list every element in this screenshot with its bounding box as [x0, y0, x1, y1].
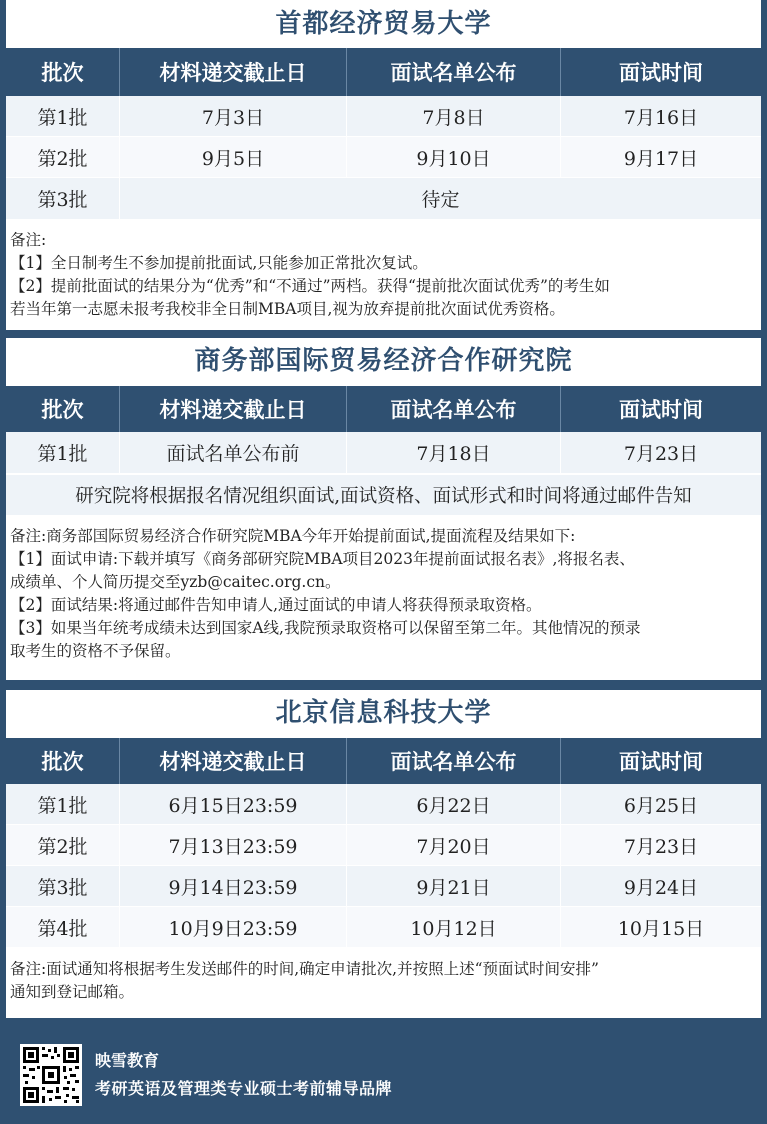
header-list-publish: 面试名单公布	[347, 738, 561, 784]
section-bistu	[6, 690, 761, 1018]
note-line: 【2】提前批面试的结果分为“优秀”和“不通过”两档。获得“提前批次面试优秀”的考生如	[10, 277, 610, 295]
note-line: 【1】全日制考生不参加提前批面试,只能参加正常批次复试。	[10, 254, 428, 272]
header-interview-time: 面试时间	[619, 398, 703, 422]
table-header	[6, 48, 761, 96]
cell-pending: 待定	[421, 189, 460, 211]
header-list-publish: 面试名单公布	[347, 386, 561, 432]
cell-deadline: 7月13日23:59	[120, 825, 347, 865]
table-row	[6, 432, 761, 474]
cell-batch: 第4批	[6, 907, 120, 947]
section-capital-university	[6, 0, 761, 330]
cell-list-publish: 10月12日	[347, 907, 561, 947]
cell-deadline: 10月9日23:59	[120, 907, 347, 947]
note-line: 取考生的资格不予保留。	[10, 642, 181, 660]
table-row	[6, 137, 761, 178]
header-batch: 批次	[6, 738, 120, 784]
brand-slogan: 考研英语及管理类专业硕士考前辅导品牌	[95, 1079, 393, 1098]
note-line: 备注:	[10, 231, 47, 249]
cell-deadline: 面试名单公布前	[120, 432, 347, 473]
notes	[10, 229, 757, 321]
cell-interview-time: 7月16日	[623, 106, 699, 129]
cell-list-publish: 7月8日	[347, 96, 561, 136]
cell-list-publish: 9月21日	[347, 866, 561, 906]
note-line: 【2】面试结果:将通过邮件告知申请人,通过面试的申请人将获得预录取资格。	[10, 596, 542, 614]
cell-deadline: 7月3日	[120, 96, 347, 136]
footer	[0, 1026, 767, 1124]
brand-name: 映雪教育	[95, 1051, 160, 1070]
table-row	[6, 866, 761, 907]
table-row	[6, 825, 761, 866]
table-row	[6, 178, 761, 220]
note-line: 备注:面试通知将根据考生发送邮件的时间,确定申请批次,并按照上述“预面试时间安排”	[10, 960, 599, 978]
section-title: 首都经济贸易大学	[275, 9, 492, 39]
qr-code-icon[interactable]	[20, 1044, 82, 1106]
notes	[10, 525, 757, 663]
cell-batch: 第3批	[6, 866, 120, 906]
note-line: 若当年第一志愿未报考我校非全日制MBA项目,视为放弃提前批次面试优秀资格。	[10, 300, 565, 318]
note-line: 通知到登记邮箱。	[10, 983, 135, 1001]
header-deadline: 材料递交截止日	[120, 738, 347, 784]
header-batch: 批次	[6, 48, 120, 96]
header-deadline: 材料递交截止日	[120, 386, 347, 432]
note-line: 备注:商务部国际贸易经济合作研究院MBA今年开始提前面试,提面流程及结果如下:	[10, 527, 576, 545]
cell-batch: 第2批	[6, 137, 120, 177]
cell-batch: 第2批	[6, 825, 120, 865]
cell-deadline: 9月5日	[120, 137, 347, 177]
cell-deadline: 9月14日23:59	[120, 866, 347, 906]
notes	[10, 958, 757, 1004]
header-interview-time: 面试时间	[619, 750, 703, 774]
section-title: 商务部国际贸易经济合作研究院	[194, 346, 573, 376]
cell-batch: 第1批	[6, 96, 120, 136]
table-header	[6, 738, 761, 784]
cell-list-publish: 9月10日	[347, 137, 561, 177]
cell-interview-time: 9月17日	[623, 147, 699, 170]
cell-interview-time: 7月23日	[623, 443, 699, 465]
header-interview-time: 面试时间	[619, 61, 703, 85]
cell-list-publish: 7月20日	[347, 825, 561, 865]
cell-list-publish: 6月22日	[347, 784, 561, 824]
note-line: 成绩单、个人简历提交至yzb@caitec.org.cn。	[10, 573, 341, 591]
email-notice: 研究院将根据报名情况组织面试,面试资格、面试形式和时间将通过邮件告知	[6, 475, 761, 515]
table-row	[6, 784, 761, 825]
cell-interview-time: 6月25日	[623, 794, 699, 817]
cell-interview-time: 7月23日	[623, 835, 699, 858]
cell-batch: 第3批	[6, 178, 120, 219]
cell-list-publish: 7月18日	[347, 432, 561, 473]
table-row	[6, 907, 761, 948]
note-line: 【3】如果当年统考成绩未达到国家A线,我院预录取资格可以保留至第二年。其他情况的预录	[10, 619, 641, 637]
note-line: 【1】面试申请:下载并填写《商务部研究院MBA项目2023年提前面试报名表》,将报名表、	[10, 550, 635, 568]
cell-interview-time: 10月15日	[617, 917, 705, 940]
cell-batch: 第1批	[6, 432, 120, 473]
table-header	[6, 386, 761, 432]
cell-deadline: 6月15日23:59	[120, 784, 347, 824]
header-batch: 批次	[6, 386, 120, 432]
section-title: 北京信息科技大学	[275, 698, 492, 728]
cell-batch: 第1批	[6, 784, 120, 824]
table-row	[6, 96, 761, 137]
header-deadline: 材料递交截止日	[120, 48, 347, 96]
section-caitec	[6, 338, 761, 680]
cell-interview-time: 9月24日	[623, 876, 699, 899]
header-list-publish: 面试名单公布	[347, 48, 561, 96]
